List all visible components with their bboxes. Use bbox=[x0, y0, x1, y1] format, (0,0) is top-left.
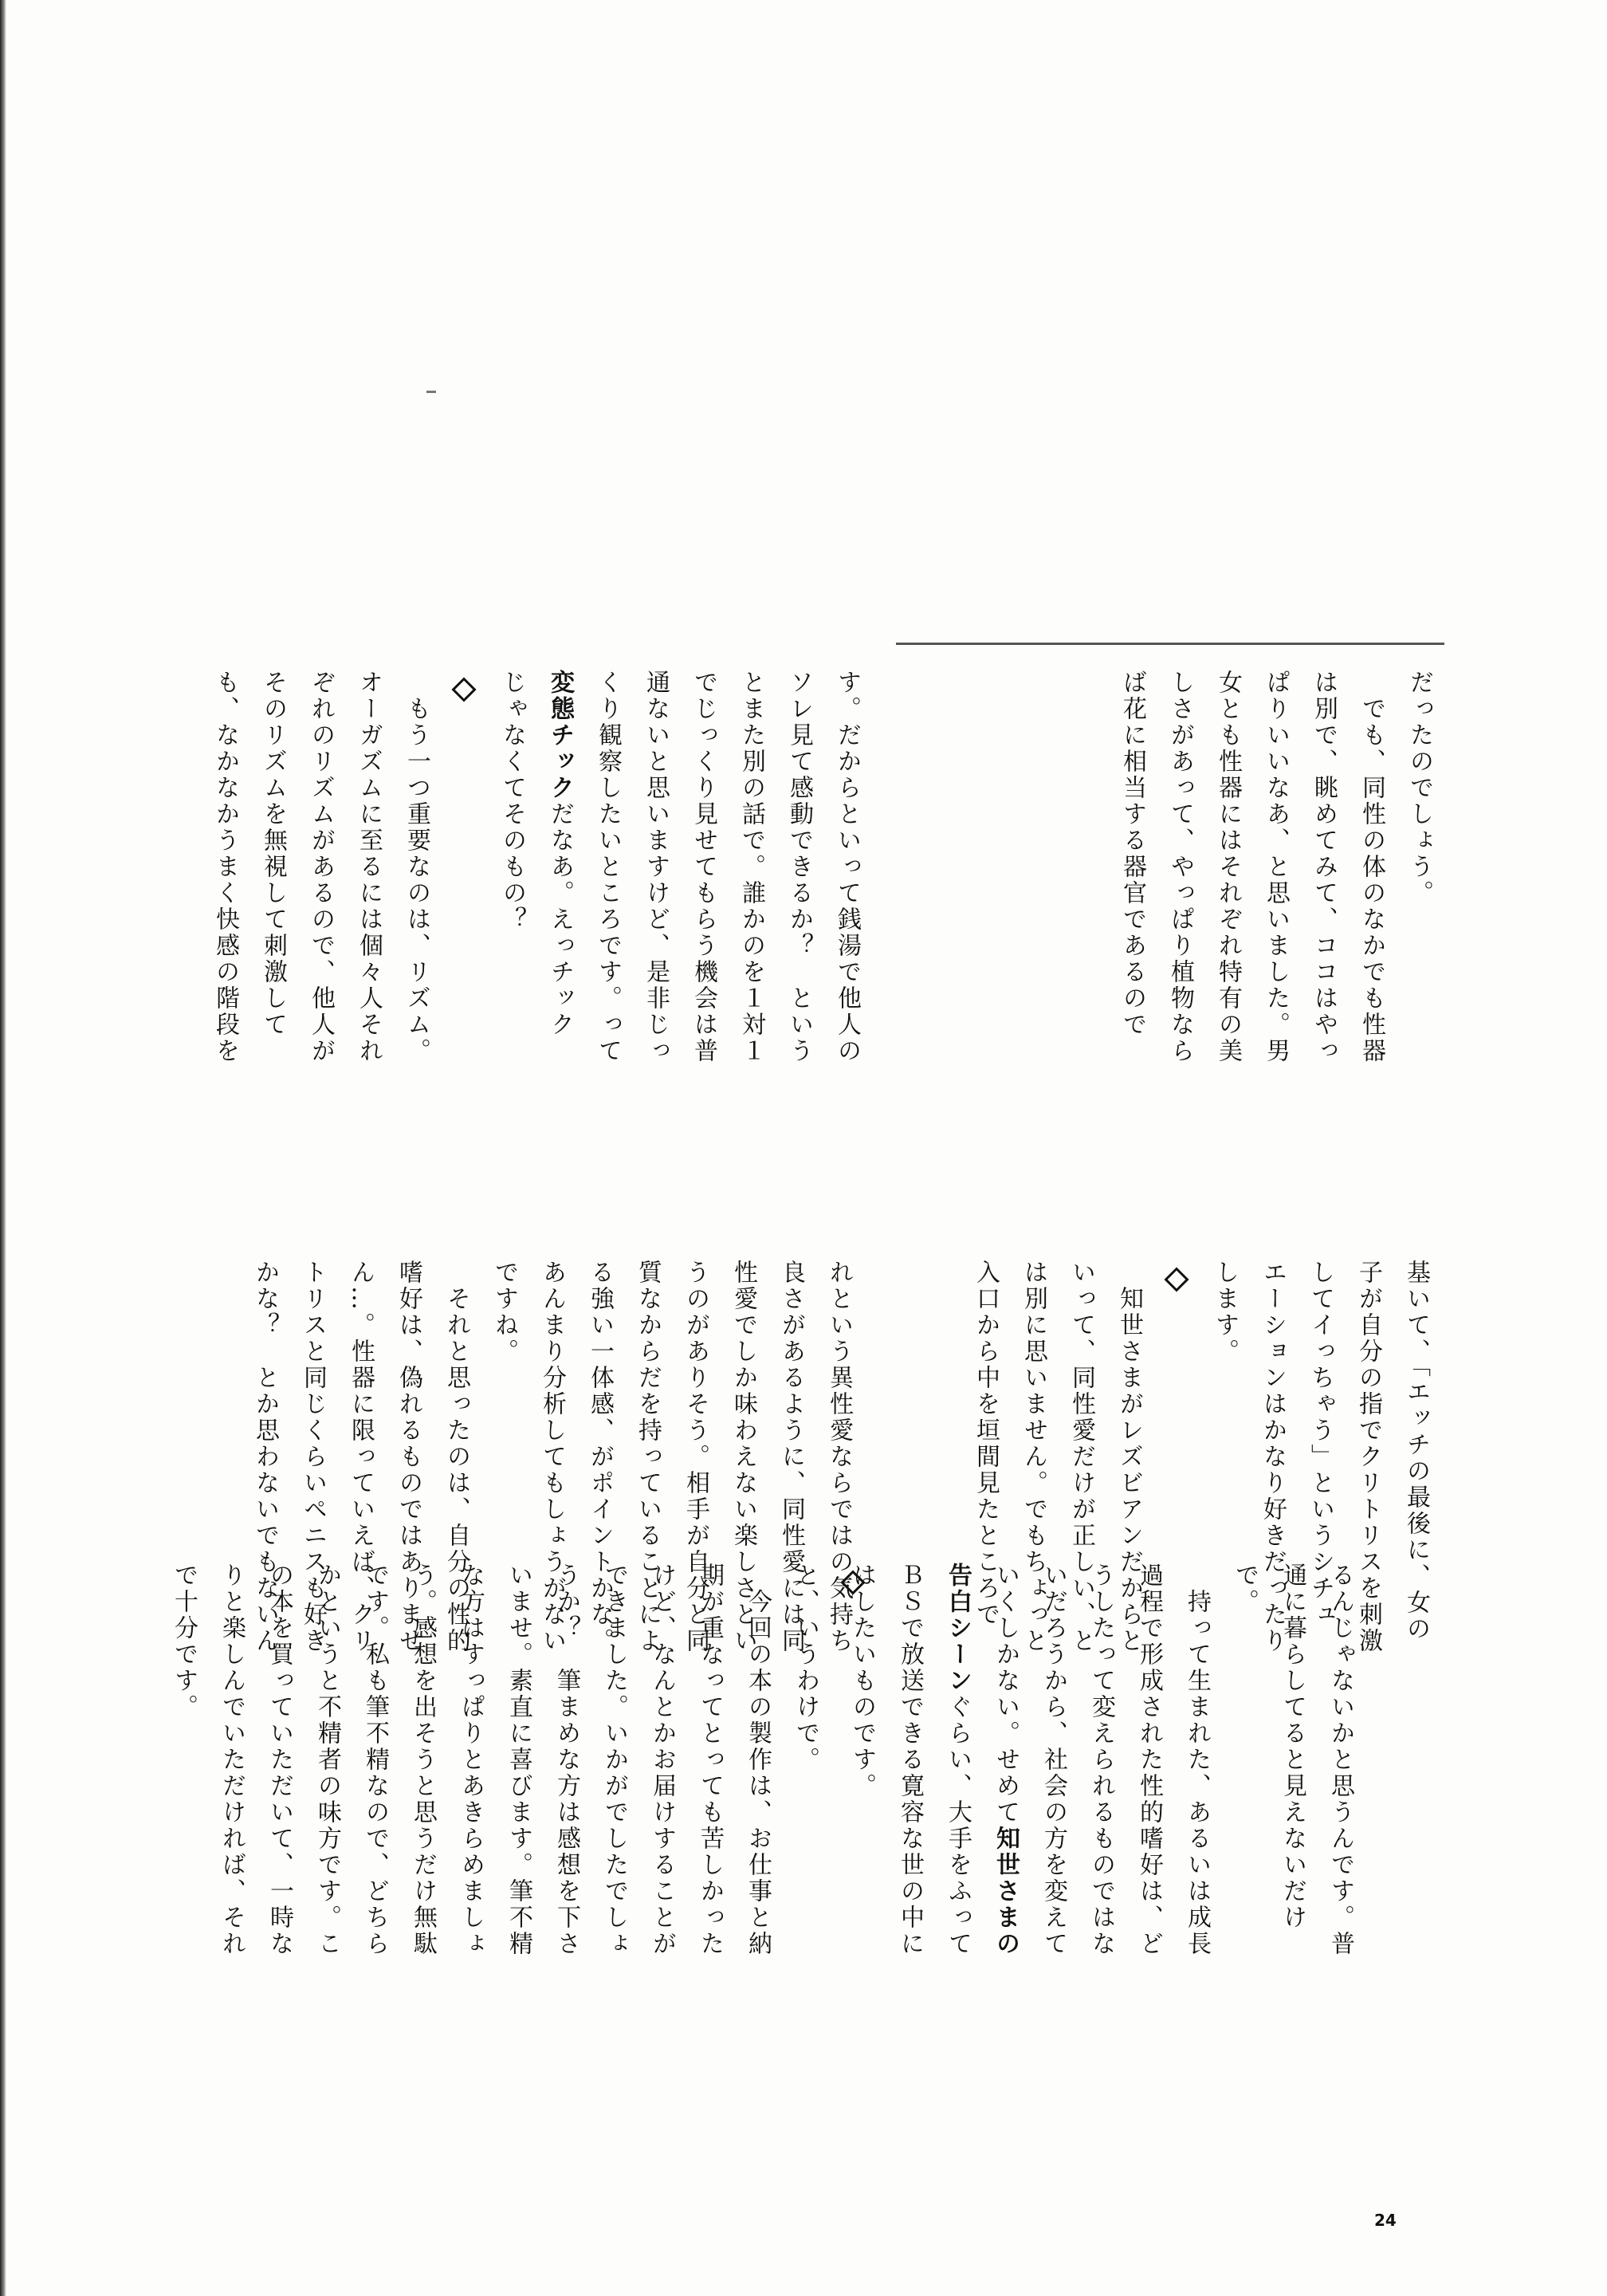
text-line: 過程で形成された性的嗜好は、ど bbox=[1135, 1563, 1163, 1957]
text-line: じゃなくてそのもの？ bbox=[498, 670, 526, 933]
stray-mark bbox=[426, 391, 436, 393]
text-line: れという異性愛ならではの気持ち bbox=[825, 1260, 853, 1654]
text-line: ソレ見て感動できるか？ という bbox=[785, 670, 813, 1064]
page-number: 24 bbox=[1374, 2211, 1397, 2230]
text-line: 入口から中を垣間見たところで bbox=[972, 1260, 1000, 1628]
text-line: あんまり分析してもしょうがない bbox=[538, 1260, 566, 1654]
text-fragment: だなあ。えっチック bbox=[546, 801, 574, 1038]
text-line: そのリズムを無視して刺激して bbox=[259, 670, 287, 1038]
text-line: くり観察したいところです。って bbox=[594, 670, 622, 1064]
text-line: 基いて、「エッチの最後に、女の bbox=[1402, 1260, 1430, 1642]
text-fragment: ぐらい、大手をふって bbox=[944, 1694, 972, 1957]
text-line: は別で、眺めてみて、ココはやっ bbox=[1310, 670, 1338, 1064]
text-line: それと思ったのは、自分の性的 bbox=[442, 1260, 470, 1654]
text-line: りと楽しんでいただければ、それ bbox=[218, 1563, 246, 1957]
section-divider bbox=[829, 1563, 877, 2133]
text-line: 期が重なってとっても苦しかった bbox=[696, 1563, 724, 1957]
text-line: るんじゃないかと思うんです。普 bbox=[1326, 1563, 1354, 1957]
text-line: 通に暮らしてると見えないだけ bbox=[1279, 1563, 1306, 1931]
text-line: オーガズムに至るには個々人それ bbox=[355, 670, 383, 1064]
text-fragment: いくしかない。せめて bbox=[992, 1563, 1020, 1826]
diamond-icon bbox=[451, 677, 476, 702]
text-line: 良さがあるように、同性愛には同 bbox=[777, 1260, 805, 1654]
text-line: 持って生まれた、あるいは成長 bbox=[1183, 1563, 1211, 1957]
text-line bbox=[933, 1563, 981, 2081]
text-line: 知世さまがレズビアンだからと bbox=[1115, 1260, 1143, 1654]
scan-spine-shadow bbox=[0, 0, 6, 2296]
text-line: してイっちゃう」というシチュ bbox=[1306, 1260, 1334, 1628]
text-line: かな？ とか思わないでもないん bbox=[251, 1260, 279, 1654]
text-line: 嗜好は、偽れるものではありませ bbox=[395, 1260, 422, 1654]
text-line: うのがありそう。相手が自分と同 bbox=[682, 1260, 709, 1654]
text-line: でじっくり見せてもらう機会は普 bbox=[690, 670, 717, 1064]
diamond-icon bbox=[1164, 1267, 1189, 1292]
text-line: ぱりいいなあ、と思いました。男 bbox=[1262, 670, 1290, 1064]
text-line: エーションはかなり好きだったり bbox=[1259, 1260, 1287, 1654]
emphasis-text: 知世さまの bbox=[992, 1826, 1020, 1957]
column-block-top-right bbox=[893, 670, 1443, 1224]
text-line: す。だからといって銭湯で他人の bbox=[833, 670, 861, 1064]
text-line: な方はすっぱりとあきらめましょ bbox=[457, 1563, 485, 1957]
text-line: ば花に相当する器官であるので bbox=[1118, 670, 1146, 1038]
text-line: 質なからだを持っていることによ bbox=[634, 1260, 662, 1654]
text-line: ですね。 bbox=[490, 1260, 518, 1365]
text-line: ＢＳで放送できる寛容な世の中に bbox=[896, 1563, 924, 1957]
text-line: の本を買っていただいて、一時な bbox=[265, 1563, 293, 1957]
text-line: る強い一体感、がポイントかな。 bbox=[586, 1260, 614, 1654]
column-block-bottom-left bbox=[170, 1563, 877, 2133]
text-line bbox=[981, 1563, 1029, 2081]
text-line: で十分です。 bbox=[170, 1563, 198, 1720]
text-line: 今回の本の製作は、お仕事と納 bbox=[744, 1563, 772, 1957]
column-block-bottom-right bbox=[848, 1563, 1364, 2081]
text-line: と、いうわけで。 bbox=[792, 1563, 819, 1773]
text-line: けど、なんとかお届けすることが bbox=[648, 1563, 676, 1957]
text-line: う。感想を出そうと思うだけ無駄 bbox=[409, 1563, 437, 1957]
diamond-icon bbox=[840, 1570, 865, 1594]
text-line: します。 bbox=[1211, 1260, 1239, 1365]
text-line: 通ないと思いますけど、是非じっ bbox=[642, 670, 670, 1064]
text-line: は別に思いません。でもちょっと bbox=[1020, 1260, 1047, 1654]
text-line: できました。いかがでしたでしょ bbox=[600, 1563, 628, 1957]
text-line: ん…。性器に限っていえば、クリ bbox=[347, 1260, 375, 1654]
text-line: ぞれのリズムがあるので、他人が bbox=[307, 670, 335, 1064]
text-line: だったのでしょう。 bbox=[1405, 670, 1433, 906]
section-divider bbox=[440, 670, 488, 1220]
text-line: トリスと同じくらいペニスも好き bbox=[299, 1260, 327, 1654]
emphasis-text: 告白シーン bbox=[944, 1563, 972, 1694]
text-line: かというと不精者の味方です。こ bbox=[313, 1563, 341, 1957]
text-line: しさがあって、やっぱり植物なら bbox=[1166, 670, 1194, 1064]
column-block-top-left bbox=[201, 670, 870, 1220]
text-line: も、なかなかうまく快感の階段を bbox=[211, 670, 239, 1064]
text-line: 子が自分の指でクリトリスを刺激 bbox=[1354, 1260, 1382, 1654]
text-line bbox=[536, 670, 583, 1220]
text-line: はしたいものです。 bbox=[848, 1563, 876, 1799]
text-line: 性愛でしか味わえない楽しさとい bbox=[729, 1260, 757, 1654]
text-line: いだろうから、社会の方を変えて bbox=[1039, 1563, 1067, 1957]
text-line: でも、同性の体のなかでも性器 bbox=[1358, 670, 1385, 1064]
section-rule bbox=[896, 643, 1444, 645]
text-line: です。私も筆不精なので、どちら bbox=[361, 1563, 389, 1957]
text-line: うしたって変えられるものではな bbox=[1087, 1563, 1115, 1957]
text-line: うか？ 筆まめな方は感想を下さ bbox=[552, 1563, 580, 1957]
text-line: で。 bbox=[1231, 1563, 1259, 1615]
text-line: いませ。素直に喜びます。筆不精 bbox=[505, 1563, 532, 1957]
text-line: 女とも性器にはそれぞれ特有の美 bbox=[1214, 670, 1242, 1064]
text-line: もう一つ重要なのは、リズム。 bbox=[403, 670, 430, 1064]
emphasis-text: 変態チック bbox=[546, 670, 574, 801]
text-line: とまた別の話で。誰かのを１対１ bbox=[737, 670, 765, 1064]
text-line: いって、同性愛だけが正しい、と bbox=[1067, 1260, 1095, 1654]
